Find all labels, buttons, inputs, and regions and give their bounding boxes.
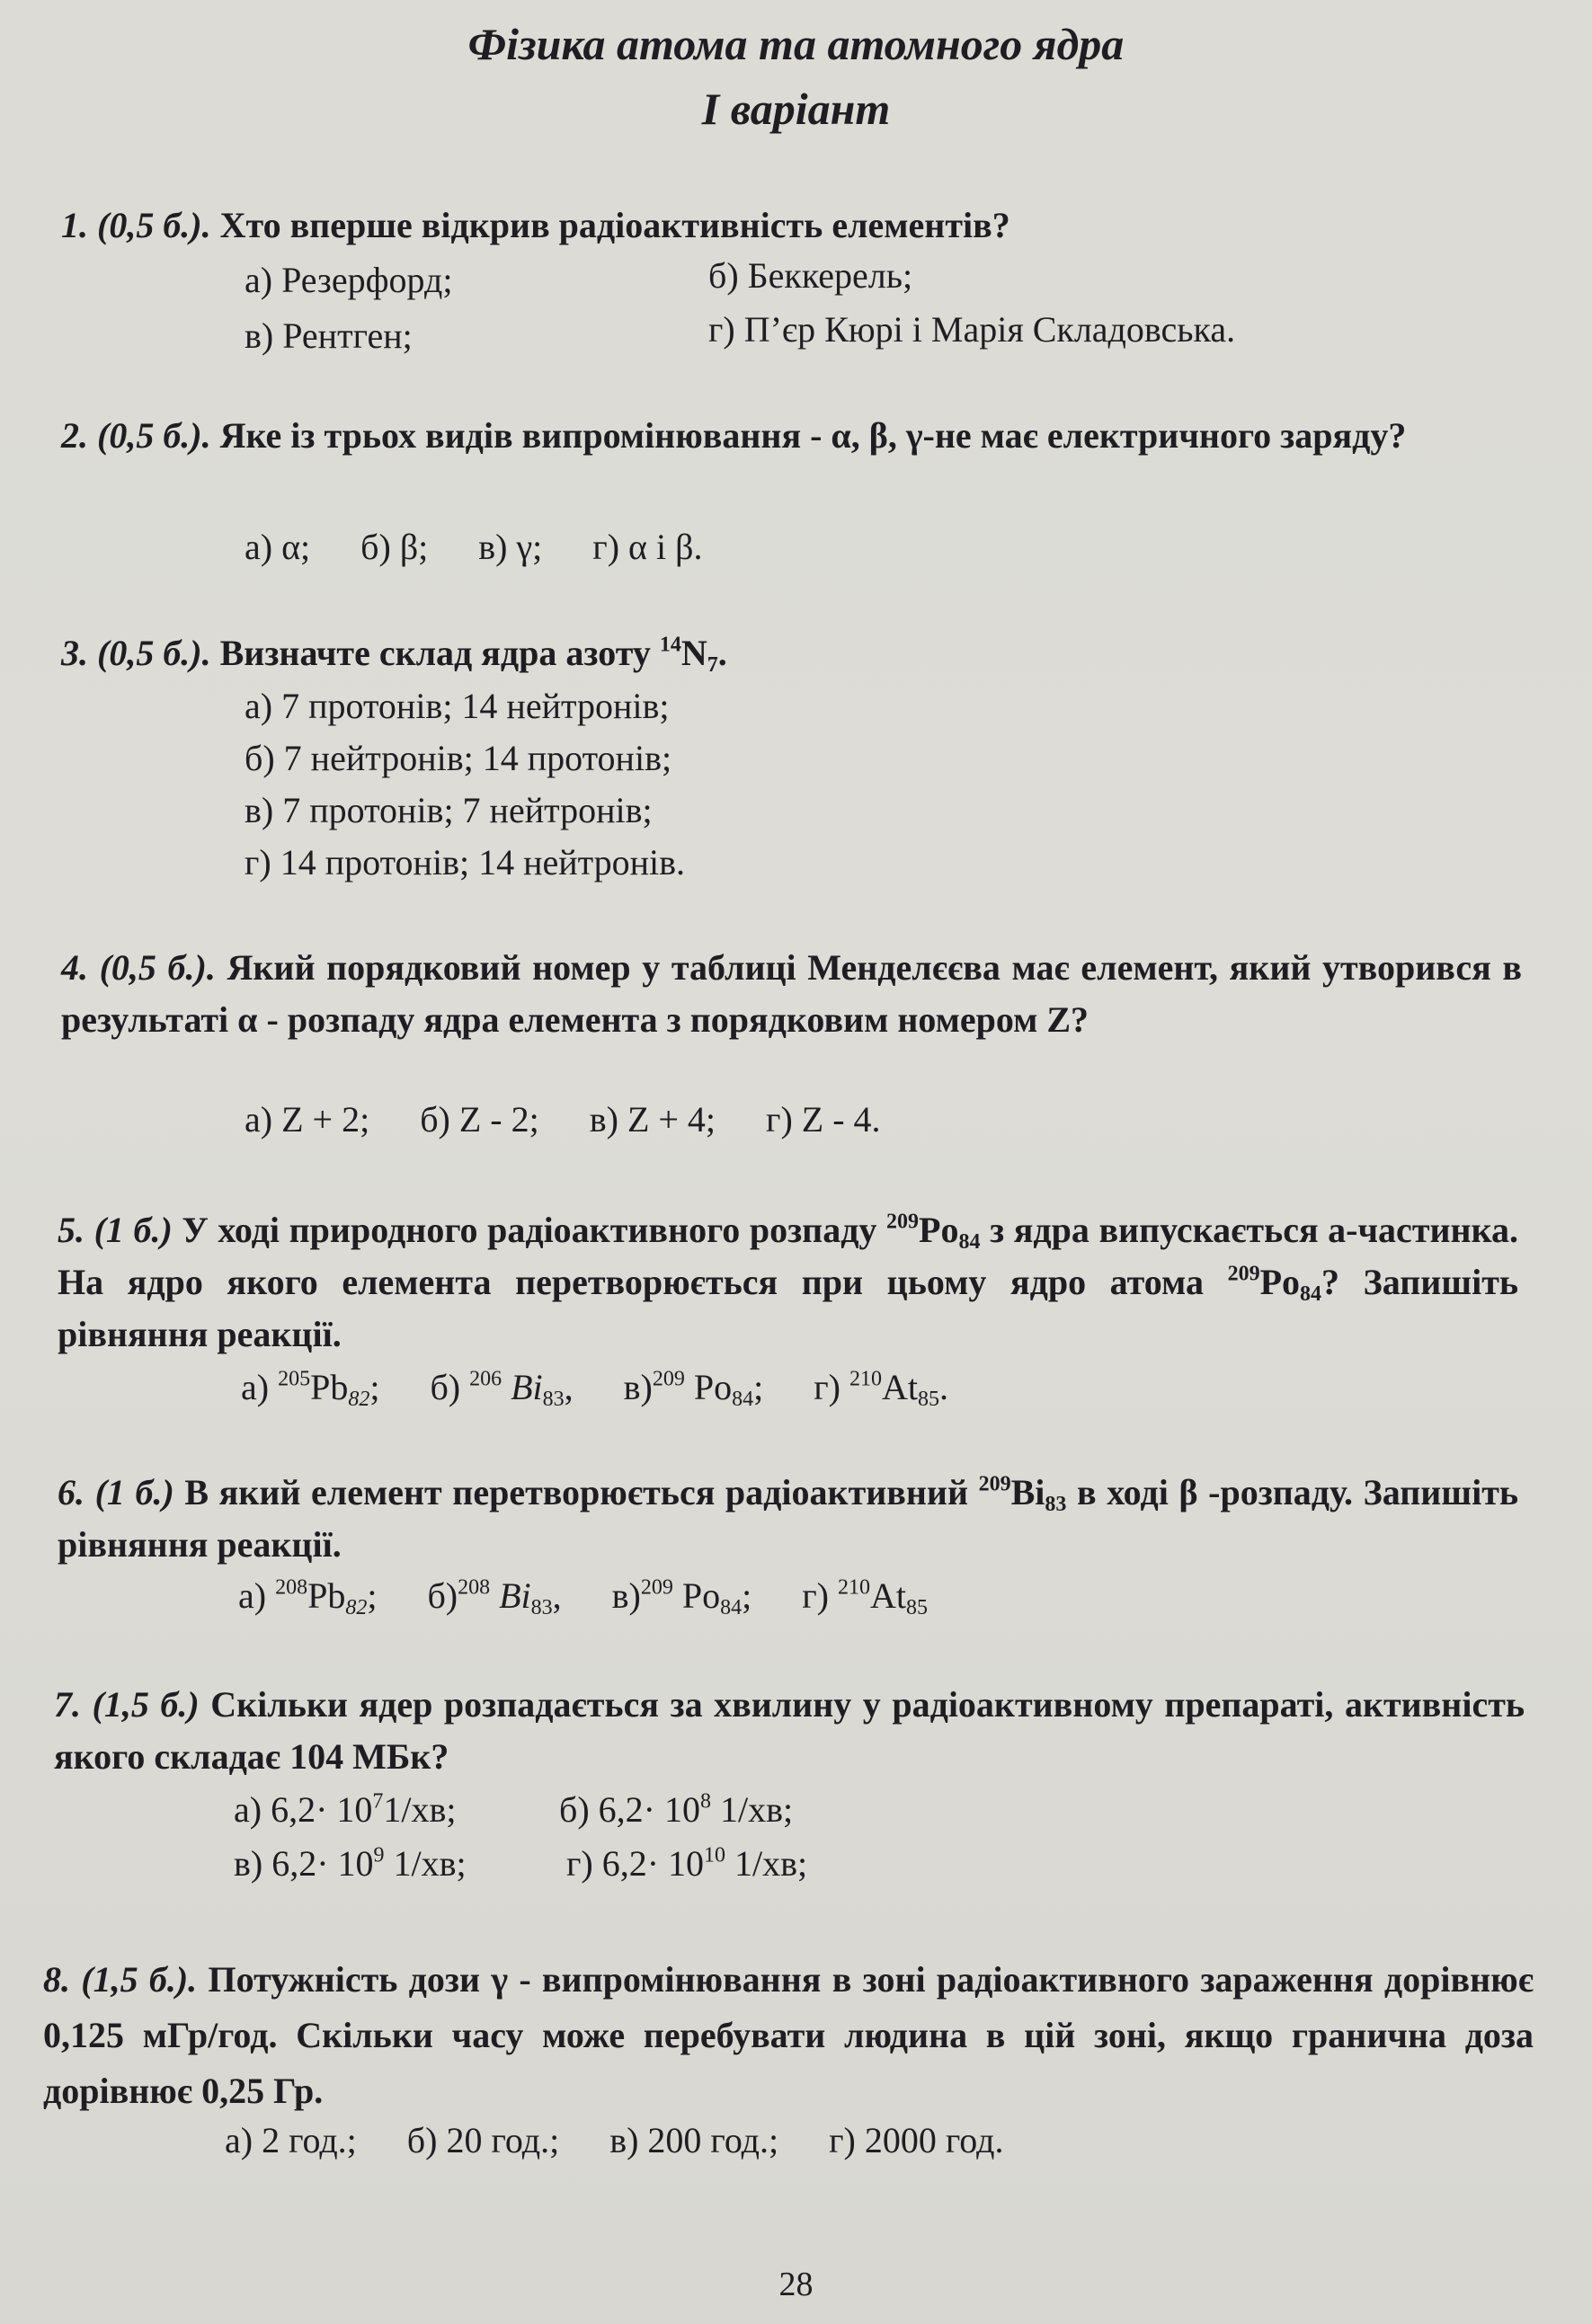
q4-option-a: а) Z + 2; [245,1099,370,1140]
q3-option-d: г) 14 протонів; 14 нейтронів. [245,842,686,883]
q7-b-exponent: 8 [700,1789,711,1814]
question-7 [54,1679,1525,1783]
q7-option-d [566,1842,807,1885]
q7-c-unit: 1/хв; [384,1843,467,1884]
page-number: 28 [778,2266,814,2303]
q6-option-b [427,1575,562,1620]
question-8-text: Потужність дози γ - випромінювання в зоні радіоактивного зараження дорівнює 0,125 мГр/год. Скільки часу може перебувати людина в цій зоні, якщо гранична доза дорівнює 0,25 Гр. [43,1959,1534,2111]
q5-atomic-number-2: 84 [1300,1282,1322,1307]
q5-c-symbol: Po [693,1367,733,1407]
q8-option-a: а) 2 год.; [225,2120,357,2160]
q8-option-c: в) 200 год.; [609,2120,779,2160]
q5-c-label: в) [623,1367,653,1407]
q5-option-c [623,1367,764,1412]
q6-a-mass: 208 [275,1575,308,1600]
q5-b-label: б) [430,1367,461,1407]
q7-option-c [234,1842,467,1885]
q5-c-post: ; [753,1367,764,1407]
question-7-number: 7. (1,5 б.) [54,1684,200,1725]
q6-option-c [611,1575,752,1620]
question-2-number: 2. (0,5 б.). [61,415,211,456]
variant-title: І варіант [701,84,891,134]
q6-b-symbol: Bi [499,1575,531,1616]
q6-d-z: 85 [906,1596,928,1620]
q5-d-post: . [939,1367,948,1407]
q7-a-unit: 1/хв; [383,1789,457,1830]
q8-option-b: б) 20 год.; [406,2120,560,2160]
q3-element: N [680,633,707,673]
q1-option-d: г) П’єр Кюрі і Марія Складовська. [708,309,1236,350]
q3-atomic-number: 7 [707,653,718,678]
q1-option-a: а) Резерфорд; [245,260,453,300]
question-5-number: 5. (1 б.) [58,1210,173,1250]
q6-mass-number: 209 [978,1472,1011,1496]
question-5-text-2: з ядра випускається а-частинка. На ядро якого елемента перетворюється при цьому ядро атома [58,1210,1518,1302]
q7-b-unit: 1/хв; [711,1789,794,1830]
q6-b-label: б) [427,1575,458,1616]
q7-c-base: в) 6,2· 10 [234,1843,374,1884]
q5-b-post: , [564,1367,574,1407]
q5-c-mass: 209 [652,1367,685,1391]
q7-option-b [559,1788,793,1831]
question-1-number: 1. (0,5 б.). [61,205,211,245]
question-4-text: Який порядковий номер у таблиці Менделєєва має елемент, який утворився в результаті α - розпаду ядра елемента з порядковим номером Z? [61,947,1523,1040]
q5-c-z: 84 [732,1388,754,1412]
q3-option-b: б) 7 нейтронів; 14 протонів; [245,738,672,778]
question-5 [58,1204,1518,1361]
q6-a-symbol: Pb [307,1575,346,1616]
q8-option-d: г) 2000 год. [829,2120,1004,2160]
page-title: Фізика атома та атомного ядра [467,19,1125,69]
question-8-number: 8. (1,5 б.). [43,1959,198,2000]
q4-option-c: в) Z + 4; [589,1099,716,1140]
q2-options [245,526,752,568]
q5-a-z: 82 [348,1388,370,1412]
q6-c-post: ; [742,1575,752,1616]
q6-element: Bi [1010,1472,1045,1512]
q6-b-mass: 208 [458,1575,491,1600]
q6-a-z: 82 [345,1596,368,1620]
q6-d-symbol: At [870,1575,906,1616]
question-3 [61,627,1517,679]
question-4 [61,942,1522,1046]
q6-c-z: 84 [720,1596,743,1620]
q5-option-d [814,1367,948,1412]
q1-option-b: б) Беккерель; [708,255,913,296]
question-5-text-1: У ході природного радіоактивного розпаду [182,1210,877,1250]
q5-b-symbol: Bi [511,1367,543,1407]
q6-d-mass: 210 [838,1575,870,1600]
question-3-number: 3. (0,5 б.). [61,633,211,673]
q6-options [238,1574,978,1620]
q7-a-base: а) 6,2· 10 [234,1789,373,1830]
q4-option-b: б) Z - 2; [420,1099,539,1140]
q7-b-base: б) 6,2· 10 [559,1789,700,1830]
q5-a-label: а) [241,1367,270,1407]
q6-c-symbol: Po [681,1575,721,1616]
question-2 [61,410,1522,462]
q7-d-unit: 1/хв; [725,1843,808,1884]
question-5-text-3: ? Запишіть рівняння реакції. [58,1262,1518,1354]
q7-option-a [234,1788,457,1831]
q5-mass-number: 209 [886,1210,920,1234]
q6-b-z: 83 [530,1596,553,1620]
q7-d-exponent: 10 [704,1843,726,1867]
question-3-text: Визначте склад ядра азоту [219,633,651,673]
q6-option-d [802,1575,928,1620]
q5-element: Po [919,1210,959,1250]
q6-b-post: , [552,1575,562,1616]
q5-b-mass: 206 [469,1367,503,1391]
q5-atomic-number: 84 [958,1230,981,1255]
q6-c-label: в) [611,1575,641,1616]
q5-d-label: г) [814,1367,840,1407]
q7-d-base: г) 6,2· 10 [566,1843,705,1884]
question-1-text: Хто вперше відкрив радіоактивність елементів? [219,205,1010,245]
q2-option-a: а) α; [245,527,311,567]
q2-option-b: б) β; [360,527,429,567]
q2-option-c: в) γ; [478,527,543,567]
q3-end: . [717,633,727,673]
q5-element-2: Po [1259,1262,1301,1302]
q8-options [225,2119,1054,2161]
q7-c-exponent: 9 [373,1843,385,1867]
q3-option-a: а) 7 протонів; 14 нейтронів; [245,686,670,726]
question-1 [61,200,1517,252]
q5-b-z: 83 [542,1388,565,1412]
question-7-text: Скільки ядер розпадається за хвилину у радіоактивному препараті, активність якого складає 104 МБк? [54,1684,1525,1777]
q6-atomic-number: 83 [1045,1493,1067,1517]
q5-d-mass: 210 [849,1367,882,1391]
question-6-text-1: В який елемент перетворюється радіоактивний [184,1472,969,1512]
q5-options [241,1366,999,1412]
question-6 [58,1467,1518,1571]
q5-d-symbol: At [882,1367,918,1407]
q5-a-post: ; [369,1367,380,1407]
q6-option-a [238,1575,378,1620]
question-4-number: 4. (0,5 б.). [61,947,216,988]
q1-option-c: в) Рентген; [245,315,413,356]
q4-option-d: г) Z - 4. [766,1099,881,1140]
q6-c-mass: 209 [640,1575,673,1600]
question-6-number: 6. (1 б.) [58,1472,174,1512]
q6-a-post: ; [367,1575,378,1616]
q5-d-z: 85 [918,1388,939,1412]
question-2-text: Яке із трьох видів випромінювання - α, β, γ-не має електричного заряду? [219,415,1407,456]
q5-option-a [241,1367,380,1412]
q6-d-label: г) [802,1575,829,1616]
q6-a-label: а) [238,1575,267,1616]
question-8 [43,1952,1534,2119]
q2-option-d: г) α і β. [592,527,703,567]
q3-option-c: в) 7 протонів; 7 нейтронів; [245,790,653,830]
q7-a-exponent: 7 [372,1789,384,1814]
q5-a-mass: 205 [278,1367,311,1391]
question-6-text-2: в ході β -розпаду. Запишіть рівняння реакції. [58,1472,1518,1565]
q5-mass-number-2: 209 [1227,1262,1260,1286]
q5-a-symbol: Pb [310,1367,349,1407]
q5-option-b [430,1367,574,1412]
q3-mass-number: 14 [659,633,681,657]
q4-options [245,1098,931,1140]
